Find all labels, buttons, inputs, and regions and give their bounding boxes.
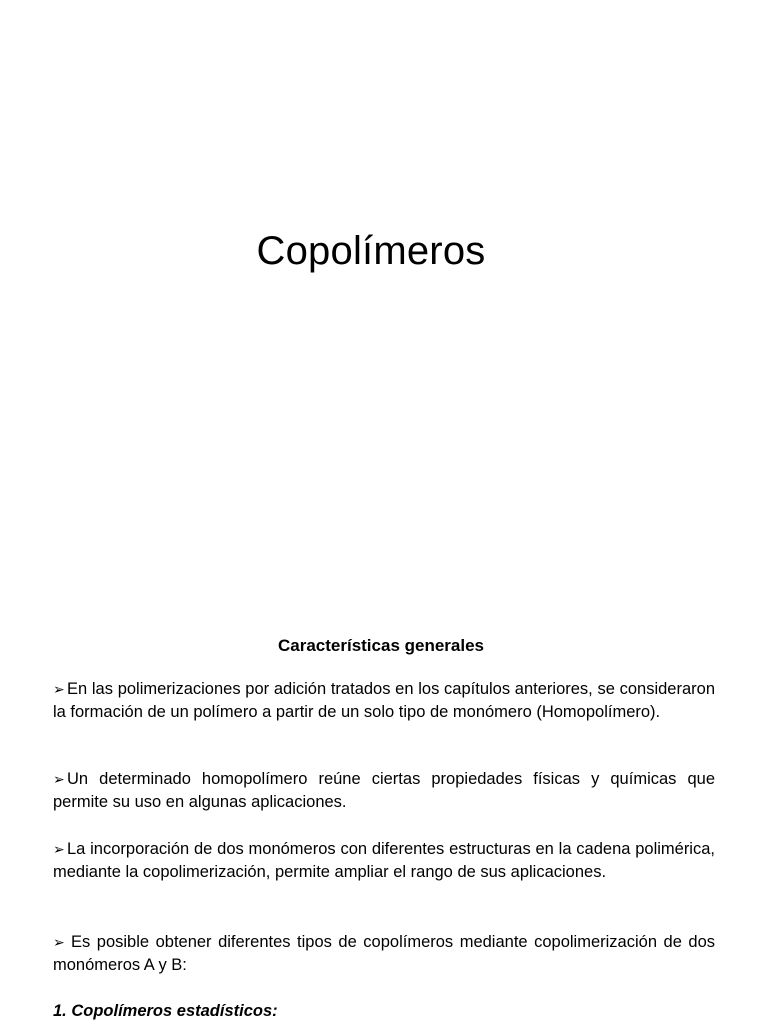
paragraph <box>53 678 715 725</box>
arrow-bullet-icon: ➢ <box>53 841 65 857</box>
section-heading: Características generales <box>277 636 485 655</box>
paragraph <box>53 768 715 815</box>
paragraph <box>53 838 715 885</box>
page-title: Copolímeros <box>256 229 486 273</box>
paragraph-text: Un determinado homopolímero reúne ciertas propiedades físicas y químicas que permite su uso en algunas aplicaciones. <box>53 770 715 812</box>
subheading: 1. Copolímeros estadísticos: <box>53 1002 278 1020</box>
paragraph-text: En las polimerizaciones por adición tratados en los capítulos anteriores, se consideraron la formación de un polímero a partir de un solo tipo de monómero (Homopolímero). <box>53 680 715 722</box>
arrow-bullet-icon: ➢ <box>53 934 65 950</box>
paragraph-text: La incorporación de dos monómeros con diferentes estructuras en la cadena polimérica, mediante la copolimerización, permite ampliar el rango de sus aplicaciones. <box>53 840 715 882</box>
arrow-bullet-icon: ➢ <box>53 681 65 697</box>
arrow-bullet-icon: ➢ <box>53 771 65 787</box>
paragraph-text: Es posible obtener diferentes tipos de copolímeros mediante copolimerización de dos monómeros A y B: <box>53 933 715 975</box>
paragraph <box>53 931 715 978</box>
